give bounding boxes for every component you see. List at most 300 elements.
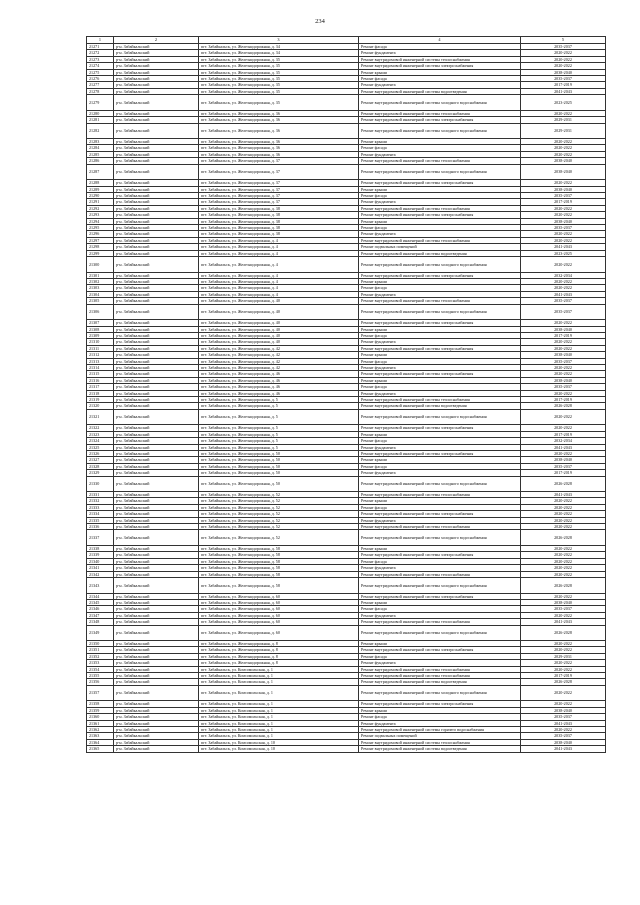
work-type-cell: Ремонт внутридомовой инженерной системы холодного водоснабжения <box>359 257 521 273</box>
work-type-cell: Ремонт крыши <box>359 545 521 551</box>
district-cell: р-н. Забайкальский <box>114 371 199 377</box>
row-number-cell: 21271 <box>87 44 114 50</box>
period-cell: 2020-2022 <box>521 139 606 145</box>
table-row <box>87 746 606 752</box>
district-cell: р-н. Забайкальский <box>114 552 199 558</box>
row-number-cell: 21272 <box>87 50 114 56</box>
row-number-cell: 21303 <box>87 285 114 291</box>
work-type-cell: Ремонт подвальных помещений <box>359 244 521 250</box>
work-type-cell: Ремонт внутридомовой инженерной системы холодного водоснабжения <box>359 530 521 546</box>
address-cell: пгт. Забайкальск, ул. Железнодорожная, д. 4 <box>199 257 359 273</box>
address-cell: пгт. Забайкальск, ул. Железнодорожная, д. 37 <box>199 164 359 180</box>
period-cell: 2020-2022 <box>521 63 606 69</box>
period-cell: 2020-2022 <box>521 641 606 647</box>
district-cell: р-н. Забайкальский <box>114 530 199 546</box>
address-cell: пгт. Забайкальск, ул. Железнодорожная, д. 5 <box>199 444 359 450</box>
district-cell: р-н. Забайкальский <box>114 199 199 205</box>
work-type-cell: Ремонт фундамента <box>359 390 521 396</box>
district-cell: р-н. Забайкальский <box>114 358 199 364</box>
address-cell: пгт. Забайкальск, ул. Железнодорожная, д. 4 <box>199 291 359 297</box>
district-cell: р-н. Забайкальский <box>114 450 199 456</box>
district-cell: р-н. Забайкальский <box>114 237 199 243</box>
period-cell: 2038-2040 <box>521 599 606 605</box>
district-cell: р-н. Забайкальский <box>114 403 199 409</box>
period-cell: 2041-2043 <box>521 291 606 297</box>
district-cell: р-н. Забайкальский <box>114 720 199 726</box>
address-cell: пгт. Забайкальск, ул. Комсомольская, д. 1 <box>199 707 359 713</box>
work-type-cell: Ремонт фасада <box>359 225 521 231</box>
work-type-cell: Ремонт внутридомовой инженерной системы холодного водоснабжения <box>359 95 521 111</box>
period-cell: 2020-2022 <box>521 612 606 618</box>
address-cell: пгт. Забайкальск, ул. Комсомольская, д. 1 <box>199 720 359 726</box>
district-cell: р-н. Забайкальский <box>114 476 199 492</box>
work-type-cell: Ремонт внутридомовой инженерной системы теплоснабжения <box>359 158 521 164</box>
row-number-cell: 21331 <box>87 492 114 498</box>
work-type-cell: Ремонт крыши <box>359 69 521 75</box>
work-type-cell: Ремонт фундамента <box>359 720 521 726</box>
period-cell: 2038-2040 <box>521 352 606 358</box>
work-type-cell: Ремонт внутридомовой инженерной системы электроснабжения <box>359 701 521 707</box>
row-number-cell: 21304 <box>87 291 114 297</box>
district-cell: р-н. Забайкальский <box>114 145 199 151</box>
period-cell: 2020-2022 <box>521 180 606 186</box>
district-cell: р-н. Забайкальский <box>114 298 199 304</box>
district-cell: р-н. Забайкальский <box>114 82 199 88</box>
work-type-cell: Ремонт внутридомовой инженерной системы холодного водоснабжения <box>359 123 521 139</box>
row-number-cell: 21296 <box>87 231 114 237</box>
period-cell: 2017-2019 <box>521 673 606 679</box>
address-cell: пгт. Забайкальск, ул. Железнодорожная, д. 5 <box>199 425 359 431</box>
row-number-cell: 21274 <box>87 63 114 69</box>
row-number-cell: 21364 <box>87 739 114 745</box>
address-cell: пгт. Забайкальск, ул. Железнодорожная, д. 52 <box>199 511 359 517</box>
row-number-cell: 21358 <box>87 701 114 707</box>
address-cell: пгт. Забайкальск, ул. Железнодорожная, д. 46 <box>199 377 359 383</box>
district-cell: р-н. Забайкальский <box>114 578 199 594</box>
row-number-cell: 21300 <box>87 257 114 273</box>
period-cell: 2035-2037 <box>521 733 606 739</box>
district-cell: р-н. Забайкальский <box>114 278 199 284</box>
period-cell: 2041-2043 <box>521 619 606 625</box>
row-number-cell: 21277 <box>87 82 114 88</box>
work-type-cell: Ремонт фундамента <box>359 470 521 476</box>
period-cell: 2017-2019 <box>521 396 606 402</box>
work-type-cell: Ремонт внутридомовой инженерной системы водоотведения <box>359 403 521 409</box>
row-number-cell: 21353 <box>87 660 114 666</box>
work-type-cell: Ремонт фундамента <box>359 517 521 523</box>
period-cell: 2032-2034 <box>521 272 606 278</box>
work-type-cell: Ремонт фундамента <box>359 339 521 345</box>
column-header: 2 <box>114 37 199 44</box>
address-cell: пгт. Забайкальск, ул. Железнодорожная, д. 40 <box>199 298 359 304</box>
work-type-cell: Ремонт фасада <box>359 714 521 720</box>
district-cell: р-н. Забайкальский <box>114 599 199 605</box>
district-cell: р-н. Забайкальский <box>114 352 199 358</box>
address-cell: пгт. Забайкальск, ул. Железнодорожная, д. 35 <box>199 82 359 88</box>
district-cell: р-н. Забайкальский <box>114 431 199 437</box>
district-cell: р-н. Забайкальский <box>114 517 199 523</box>
row-number-cell: 21322 <box>87 425 114 431</box>
row-number-cell: 21343 <box>87 578 114 594</box>
work-type-cell: Ремонт внутридомовой инженерной системы электроснабжения <box>359 371 521 377</box>
district-cell: р-н. Забайкальский <box>114 225 199 231</box>
period-cell: 2020-2022 <box>521 237 606 243</box>
period-cell: 2026-2028 <box>521 679 606 685</box>
address-cell: пгт. Забайкальск, ул. Железнодорожная, д. 52 <box>199 524 359 530</box>
row-number-cell: 21325 <box>87 444 114 450</box>
period-cell: 2020-2022 <box>521 320 606 326</box>
row-number-cell: 21352 <box>87 653 114 659</box>
district-cell: р-н. Забайкальский <box>114 69 199 75</box>
address-cell: пгт. Забайкальск, ул. Железнодорожная, д. 36 <box>199 151 359 157</box>
row-number-cell: 21299 <box>87 250 114 256</box>
column-header: 3 <box>199 37 359 44</box>
work-type-cell: Ремонт внутридомовой инженерной системы теплоснабжения <box>359 396 521 402</box>
district-cell: р-н. Забайкальский <box>114 660 199 666</box>
district-cell: р-н. Забайкальский <box>114 257 199 273</box>
work-type-cell: Ремонт фасада <box>359 606 521 612</box>
work-type-cell: Ремонт фасада <box>359 193 521 199</box>
address-cell: пгт. Забайкальск, ул. Железнодорожная, д. 5 <box>199 396 359 402</box>
period-cell: 2035-2037 <box>521 76 606 82</box>
work-type-cell: Ремонт внутридомовой инженерной системы теплоснабжения <box>359 237 521 243</box>
district-cell: р-н. Забайкальский <box>114 212 199 218</box>
row-number-cell: 21315 <box>87 371 114 377</box>
work-type-cell: Ремонт внутридомовой инженерной системы электроснабжения <box>359 593 521 599</box>
address-cell: пгт. Забайкальск, ул. Железнодорожная, д. 46 <box>199 390 359 396</box>
address-cell: пгт. Забайкальск, ул. Комсомольская, д. 10 <box>199 746 359 752</box>
period-cell: 2029-2031 <box>521 123 606 139</box>
district-cell: р-н. Забайкальский <box>114 524 199 530</box>
period-cell: 2041-2043 <box>521 720 606 726</box>
capital-repair-table <box>86 36 606 753</box>
address-cell: пгт. Забайкальск, ул. Железнодорожная, д. 36 <box>199 117 359 123</box>
district-cell: р-н. Забайкальский <box>114 377 199 383</box>
period-cell: 2035-2037 <box>521 358 606 364</box>
row-number-cell: 21355 <box>87 673 114 679</box>
period-cell: 2017-2019 <box>521 332 606 338</box>
row-number-cell: 21278 <box>87 88 114 94</box>
work-type-cell: Ремонт фундамента <box>359 199 521 205</box>
period-cell: 2023-2025 <box>521 95 606 111</box>
work-type-cell: Ремонт крыши <box>359 431 521 437</box>
address-cell: пгт. Забайкальск, ул. Железнодорожная, д. 60 <box>199 619 359 625</box>
period-cell: 2023-2025 <box>521 250 606 256</box>
row-number-cell: 21302 <box>87 278 114 284</box>
row-number-cell: 21332 <box>87 498 114 504</box>
work-type-cell: Ремонт внутридомовой инженерной системы холодного водоснабжения <box>359 578 521 594</box>
work-type-cell: Ремонт внутридомовой инженерной системы электроснабжения <box>359 117 521 123</box>
row-number-cell: 21286 <box>87 158 114 164</box>
work-type-cell: Ремонт фасада <box>359 463 521 469</box>
row-number-cell: 21279 <box>87 95 114 111</box>
work-type-cell: Ремонт внутридомовой инженерной системы холодного водоснабжения <box>359 476 521 492</box>
row-number-cell: 21336 <box>87 524 114 530</box>
district-cell: р-н. Забайкальский <box>114 625 199 641</box>
work-type-cell: Ремонт фундамента <box>359 231 521 237</box>
address-cell: пгт. Забайкальск, ул. Железнодорожная, д. 58 <box>199 545 359 551</box>
period-cell: 2038-2040 <box>521 158 606 164</box>
row-number-cell: 21317 <box>87 384 114 390</box>
row-number-cell: 21306 <box>87 304 114 320</box>
work-type-cell: Ремонт внутридомовой инженерной системы теплоснабжения <box>359 56 521 62</box>
work-type-cell: Ремонт внутридомовой инженерной системы холодного водоснабжения <box>359 304 521 320</box>
address-cell: пгт. Забайкальск, ул. Железнодорожная, д. 37 <box>199 193 359 199</box>
period-cell: 2038-2040 <box>521 164 606 180</box>
work-type-cell: Ремонт фундамента <box>359 151 521 157</box>
district-cell: р-н. Забайкальский <box>114 463 199 469</box>
work-type-cell: Ремонт внутридомовой инженерной системы электроснабжения <box>359 425 521 431</box>
row-number-cell: 21294 <box>87 218 114 224</box>
district-cell: р-н. Забайкальский <box>114 746 199 752</box>
district-cell: р-н. Забайкальский <box>114 498 199 504</box>
district-cell: р-н. Забайкальский <box>114 339 199 345</box>
period-cell: 2029-2031 <box>521 653 606 659</box>
work-type-cell: Ремонт внутридомовой инженерной системы водоотведения <box>359 88 521 94</box>
address-cell: пгт. Забайкальск, ул. Железнодорожная, д. 8 <box>199 641 359 647</box>
district-cell: р-н. Забайкальский <box>114 504 199 510</box>
work-type-cell: Ремонт крыши <box>359 377 521 383</box>
work-type-cell: Ремонт внутридомовой инженерной системы горячего водоснабжения <box>359 727 521 733</box>
address-cell: пгт. Забайкальск, ул. Железнодорожная, д. 5 <box>199 403 359 409</box>
work-type-cell: Ремонт крыши <box>359 326 521 332</box>
address-cell: пгт. Забайкальск, ул. Железнодорожная, д. 37 <box>199 199 359 205</box>
address-cell: пгт. Забайкальск, ул. Железнодорожная, д. 35 <box>199 95 359 111</box>
address-cell: пгт. Забайкальск, ул. Железнодорожная, д. 38 <box>199 231 359 237</box>
district-cell: р-н. Забайкальский <box>114 151 199 157</box>
work-type-cell: Ремонт внутридомовой инженерной системы электроснабжения <box>359 647 521 653</box>
row-number-cell: 21337 <box>87 530 114 546</box>
work-type-cell: Ремонт фундамента <box>359 82 521 88</box>
district-cell: р-н. Забайкальский <box>114 44 199 50</box>
row-number-cell: 21344 <box>87 593 114 599</box>
district-cell: р-н. Забайкальский <box>114 739 199 745</box>
period-cell: 2035-2037 <box>521 193 606 199</box>
period-cell: 2020-2022 <box>521 339 606 345</box>
row-number-cell: 21295 <box>87 225 114 231</box>
address-cell: пгт. Забайкальск, ул. Комсомольская, д. 1 <box>199 727 359 733</box>
address-cell: пгт. Забайкальск, ул. Железнодорожная, д. 52 <box>199 492 359 498</box>
row-number-cell: 21310 <box>87 339 114 345</box>
work-type-cell: Ремонт внутридомовой инженерной системы водоотведения <box>359 250 521 256</box>
address-cell: пгт. Забайкальск, ул. Железнодорожная, д. 34 <box>199 50 359 56</box>
period-cell: 2020-2022 <box>521 285 606 291</box>
row-number-cell: 21360 <box>87 714 114 720</box>
district-cell: р-н. Забайкальский <box>114 193 199 199</box>
period-cell: 2035-2037 <box>521 714 606 720</box>
district-cell: р-н. Забайкальский <box>114 701 199 707</box>
work-type-cell: Ремонт внутридомовой инженерной системы теплоснабжения <box>359 619 521 625</box>
district-cell: р-н. Забайкальский <box>114 272 199 278</box>
column-header: 1 <box>87 37 114 44</box>
row-number-cell: 21345 <box>87 599 114 605</box>
address-cell: пгт. Забайкальск, ул. Железнодорожная, д. 37 <box>199 180 359 186</box>
row-number-cell: 21335 <box>87 517 114 523</box>
period-cell: 2017-2019 <box>521 199 606 205</box>
period-cell: 2020-2022 <box>521 666 606 672</box>
work-type-cell: Ремонт внутридомовой инженерной системы электроснабжения <box>359 345 521 351</box>
row-number-cell: 21293 <box>87 212 114 218</box>
address-cell: пгт. Забайкальск, ул. Железнодорожная, д. 38 <box>199 218 359 224</box>
row-number-cell: 21305 <box>87 298 114 304</box>
district-cell: р-н. Забайкальский <box>114 384 199 390</box>
table-row <box>87 476 606 492</box>
period-cell: 2020-2022 <box>521 390 606 396</box>
work-type-cell: Ремонт внутридомовой инженерной системы электроснабжения <box>359 552 521 558</box>
district-cell: р-н. Забайкальский <box>114 304 199 320</box>
row-number-cell: 21280 <box>87 110 114 116</box>
district-cell: р-н. Забайкальский <box>114 444 199 450</box>
row-number-cell: 21321 <box>87 409 114 425</box>
row-number-cell: 21348 <box>87 619 114 625</box>
row-number-cell: 21318 <box>87 390 114 396</box>
address-cell: пгт. Забайкальск, ул. Железнодорожная, д. 46 <box>199 371 359 377</box>
period-cell: 2020-2022 <box>521 558 606 564</box>
address-cell: пгт. Забайкальск, ул. Железнодорожная, д. 40 <box>199 339 359 345</box>
period-cell: 2020-2022 <box>521 517 606 523</box>
address-cell: пгт. Забайкальск, ул. Комсомольская, д. 1 <box>199 685 359 701</box>
address-cell: пгт. Забайкальск, ул. Железнодорожная, д. 35 <box>199 69 359 75</box>
work-type-cell: Ремонт внутридомовой инженерной системы электроснабжения <box>359 511 521 517</box>
address-cell: пгт. Забайкальск, ул. Железнодорожная, д. 4 <box>199 244 359 250</box>
table-row <box>87 685 606 701</box>
address-cell: пгт. Забайкальск, ул. Железнодорожная, д. 35 <box>199 88 359 94</box>
row-number-cell: 21285 <box>87 151 114 157</box>
work-type-cell: Ремонт внутридомовой инженерной системы электроснабжения <box>359 320 521 326</box>
period-cell: 2038-2040 <box>521 218 606 224</box>
district-cell: р-н. Забайкальский <box>114 727 199 733</box>
address-cell: пгт. Забайкальск, ул. Железнодорожная, д. 60 <box>199 593 359 599</box>
row-number-cell: 21334 <box>87 511 114 517</box>
row-number-cell: 21323 <box>87 431 114 437</box>
row-number-cell: 21333 <box>87 504 114 510</box>
address-cell: пгт. Забайкальск, ул. Комсомольская, д. 1 <box>199 701 359 707</box>
row-number-cell: 21298 <box>87 244 114 250</box>
period-cell: 2038-2040 <box>521 377 606 383</box>
period-cell: 2041-2043 <box>521 492 606 498</box>
district-cell: р-н. Забайкальский <box>114 76 199 82</box>
period-cell: 2017-2019 <box>521 470 606 476</box>
row-number-cell: 21275 <box>87 69 114 75</box>
work-type-cell: Ремонт подвальных помещений <box>359 733 521 739</box>
row-number-cell: 21292 <box>87 205 114 211</box>
district-cell: р-н. Забайкальский <box>114 679 199 685</box>
row-number-cell: 21309 <box>87 332 114 338</box>
address-cell: пгт. Забайкальск, ул. Железнодорожная, д. 40 <box>199 332 359 338</box>
row-number-cell: 21359 <box>87 707 114 713</box>
period-cell: 2041-2043 <box>521 444 606 450</box>
period-cell: 2035-2037 <box>521 384 606 390</box>
work-type-cell: Ремонт фасада <box>359 504 521 510</box>
row-number-cell: 21328 <box>87 463 114 469</box>
district-cell: р-н. Забайкальский <box>114 164 199 180</box>
address-cell: пгт. Забайкальск, ул. Комсомольская, д. 1 <box>199 666 359 672</box>
district-cell: р-н. Забайкальский <box>114 511 199 517</box>
row-number-cell: 21362 <box>87 727 114 733</box>
table-row <box>87 625 606 641</box>
table-row <box>87 530 606 546</box>
row-number-cell: 21330 <box>87 476 114 492</box>
row-number-cell: 21350 <box>87 641 114 647</box>
row-number-cell: 21307 <box>87 320 114 326</box>
address-cell: пгт. Забайкальск, ул. Железнодорожная, д. 42 <box>199 358 359 364</box>
period-cell: 2038-2040 <box>521 69 606 75</box>
address-cell: пгт. Забайкальск, ул. Комсомольская, д. 1 <box>199 673 359 679</box>
row-number-cell: 21319 <box>87 396 114 402</box>
address-cell: пгт. Забайкальск, ул. Комсомольская, д. 1 <box>199 714 359 720</box>
address-cell: пгт. Забайкальск, ул. Железнодорожная, д. 60 <box>199 612 359 618</box>
period-cell: 2020-2022 <box>521 545 606 551</box>
work-type-cell: Ремонт фасада <box>359 384 521 390</box>
address-cell: пгт. Забайкальск, ул. Железнодорожная, д. 42 <box>199 352 359 358</box>
column-header: 4 <box>359 37 521 44</box>
work-type-cell: Ремонт фундамента <box>359 612 521 618</box>
row-number-cell: 21311 <box>87 345 114 351</box>
period-cell: 2020-2022 <box>521 593 606 599</box>
work-type-cell: Ремонт фасада <box>359 558 521 564</box>
work-type-cell: Ремонт внутридомовой инженерной системы теплоснабжения <box>359 205 521 211</box>
row-number-cell: 21314 <box>87 364 114 370</box>
district-cell: р-н. Забайкальский <box>114 180 199 186</box>
address-cell: пгт. Забайкальск, ул. Железнодорожная, д. 36 <box>199 145 359 151</box>
period-cell: 2026-2028 <box>521 476 606 492</box>
district-cell: р-н. Забайкальский <box>114 685 199 701</box>
row-number-cell: 21288 <box>87 180 114 186</box>
period-cell: 2038-2040 <box>521 739 606 745</box>
period-cell: 2035-2037 <box>521 606 606 612</box>
address-cell: пгт. Забайкальск, ул. Железнодорожная, д. 35 <box>199 63 359 69</box>
district-cell: р-н. Забайкальский <box>114 285 199 291</box>
address-cell: пгт. Забайкальск, ул. Железнодорожная, д. 36 <box>199 123 359 139</box>
work-type-cell: Ремонт фасада <box>359 145 521 151</box>
period-cell: 2038-2040 <box>521 707 606 713</box>
work-type-cell: Ремонт фасада <box>359 653 521 659</box>
row-number-cell: 21363 <box>87 733 114 739</box>
row-number-cell: 21324 <box>87 438 114 444</box>
row-number-cell: 21346 <box>87 606 114 612</box>
work-type-cell: Ремонт фасада <box>359 285 521 291</box>
address-cell: пгт. Забайкальск, ул. Железнодорожная, д. 58 <box>199 565 359 571</box>
address-cell: пгт. Забайкальск, ул. Железнодорожная, д. 37 <box>199 186 359 192</box>
address-cell: пгт. Забайкальск, ул. Железнодорожная, д. 35 <box>199 56 359 62</box>
address-cell: пгт. Забайкальск, ул. Железнодорожная, д. 40 <box>199 304 359 320</box>
address-cell: пгт. Забайкальск, ул. Железнодорожная, д. 52 <box>199 530 359 546</box>
work-type-cell: Ремонт внутридомовой инженерной системы теплоснабжения <box>359 524 521 530</box>
period-cell: 2029-2031 <box>521 117 606 123</box>
period-cell: 2026-2028 <box>521 578 606 594</box>
period-cell: 2020-2022 <box>521 524 606 530</box>
period-cell: 2035-2037 <box>521 225 606 231</box>
district-cell: р-н. Забайкальский <box>114 186 199 192</box>
period-cell: 2020-2022 <box>521 647 606 653</box>
address-cell: пгт. Забайкальск, ул. Железнодорожная, д. 38 <box>199 212 359 218</box>
row-number-cell: 21357 <box>87 685 114 701</box>
period-cell: 2035-2037 <box>521 463 606 469</box>
period-cell: 2020-2022 <box>521 110 606 116</box>
row-number-cell: 21312 <box>87 352 114 358</box>
district-cell: р-н. Забайкальский <box>114 123 199 139</box>
period-cell: 2041-2043 <box>521 746 606 752</box>
district-cell: р-н. Забайкальский <box>114 110 199 116</box>
address-cell: пгт. Забайкальск, ул. Железнодорожная, д. 50 <box>199 457 359 463</box>
period-cell: 2020-2022 <box>521 257 606 273</box>
address-cell: пгт. Забайкальск, ул. Железнодорожная, д. 4 <box>199 250 359 256</box>
district-cell: р-н. Забайкальский <box>114 673 199 679</box>
period-cell: 2020-2022 <box>521 231 606 237</box>
district-cell: р-н. Забайкальский <box>114 205 199 211</box>
period-cell: 2038-2040 <box>521 457 606 463</box>
period-cell: 2020-2022 <box>521 205 606 211</box>
